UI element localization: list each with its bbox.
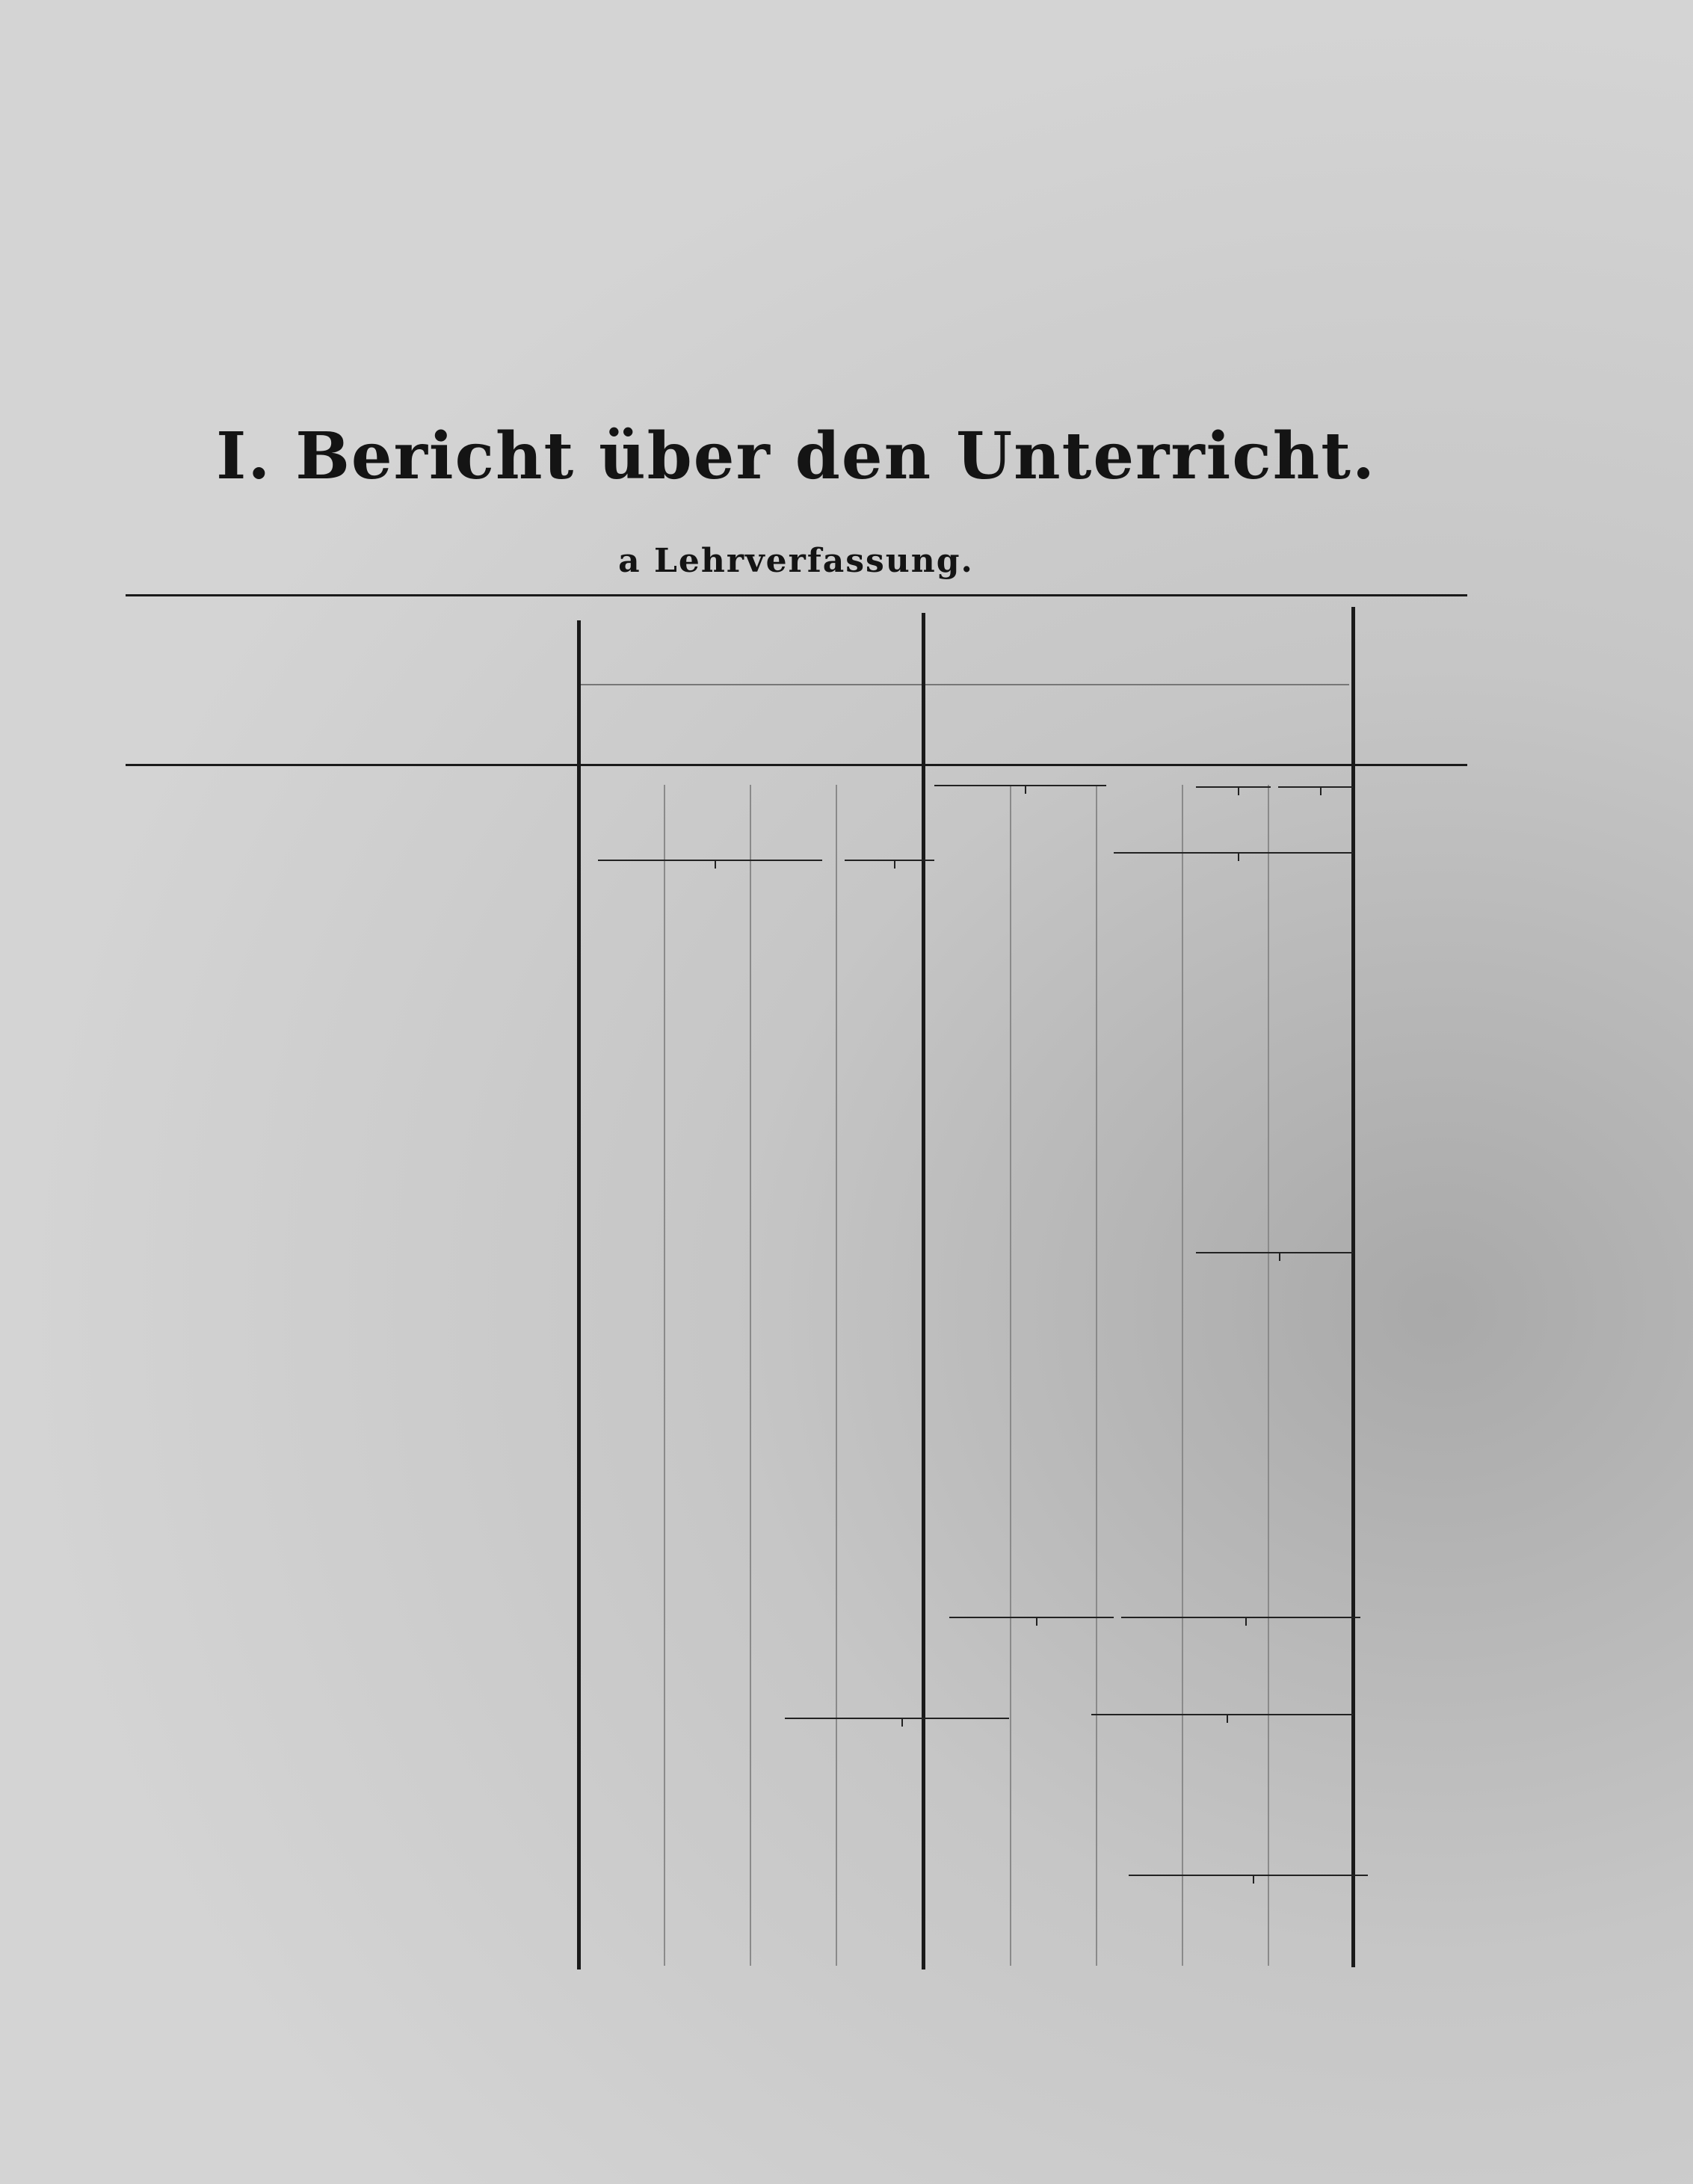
- grouping-brace: [1121, 1617, 1360, 1629]
- grouping-brace: [1129, 1875, 1368, 1887]
- grouping-brace: [1196, 1252, 1353, 1264]
- grouping-brace: [1196, 786, 1271, 798]
- column-divider: [1010, 785, 1011, 1966]
- grouping-brace: [934, 785, 1106, 797]
- header-bottom-rule: [126, 764, 1467, 766]
- page-title: I. Bericht über den Unterricht.: [216, 419, 1376, 494]
- column-divider: [1268, 785, 1269, 1966]
- grouping-brace: [845, 860, 934, 872]
- rule-total: [1351, 607, 1355, 1967]
- page-subtitle: a Lehrverfassung.: [618, 542, 974, 580]
- rule-mid-group: [922, 613, 925, 1969]
- column-divider: [1096, 785, 1097, 1966]
- column-divider: [1182, 785, 1183, 1966]
- grouping-brace: [785, 1718, 1009, 1730]
- column-divider: [750, 785, 751, 1966]
- grouping-brace: [949, 1617, 1114, 1629]
- column-divider: [664, 785, 665, 1966]
- grouping-brace: [1278, 786, 1353, 798]
- grouping-brace: [598, 860, 822, 872]
- rule-left-group: [577, 620, 581, 1969]
- table-top-rule: [126, 594, 1467, 596]
- column-divider: [836, 785, 837, 1966]
- grouping-brace: [1114, 852, 1353, 864]
- group-header-rule: [579, 684, 1349, 685]
- grouping-brace: [1091, 1714, 1353, 1726]
